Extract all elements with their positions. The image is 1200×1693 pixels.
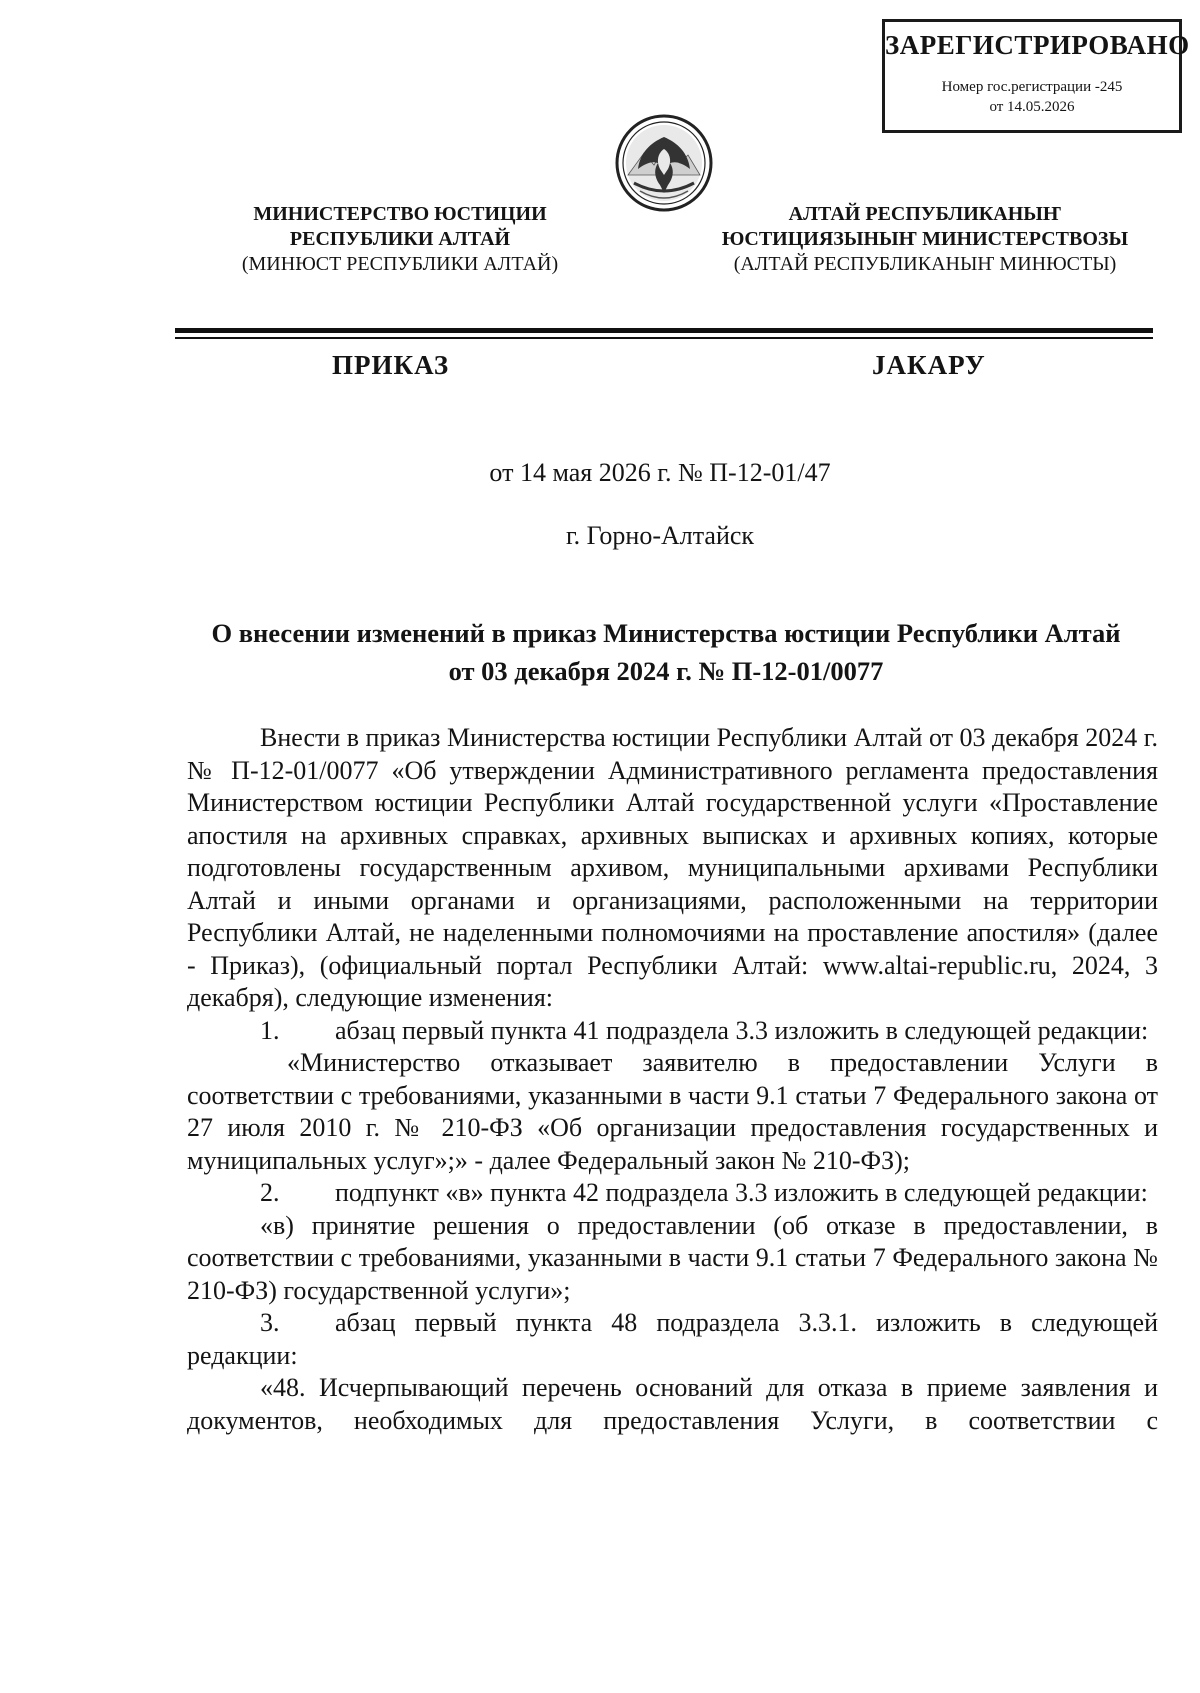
stamp-reg-number: Номер гос.регистрации -245 [941,79,1123,95]
header-divider-thin [175,337,1153,339]
order-word-russian: ПРИКАЗ [332,350,450,380]
title-line2: от 03 декабря 2024 г. № П-12-01/0077 [448,656,884,686]
list-item-2 [187,1177,1158,1210]
header-left-line1: МИНИСТЕРСТВО ЮСТИЦИИ [253,203,547,225]
header-right-line2: ЮСТИЦИЯЗЫНЫҤ МИНИСТЕРСТВОЗЫ [721,228,1129,250]
list-item-2-quote: «в) принятие решения о предоставлении (об отказе в предоставлении, в соответствии с требованиями, указанными в части 9.1 статьи 7 Федерального закона № 210-ФЗ) государственной услуги»; [187,1210,1158,1305]
ministry-header-altai [690,202,1160,277]
list-item-3-quote: «48. Исчерпывающий перечень оснований для отказа в приеме заявления и документов, необходимых для предоставления Услуги, в соответствии с [187,1373,1158,1435]
body-intro-paragraph: Внести в приказ Министерства юстиции Республики Алтай от 03 декабря 2024 г. № П-12-01/0077 «Об утверждении Административного регламента предоставления Министерством юстиции Республики Алтай государственной услуги «Проставление апостиля на архивных справках, архивных выписках и архивных копиях, которые подготовлены государственным архивом, муниципальными архивами Республики Алтай и иными органами и организациями, расположенными на территории Республики Алтай, не наделенными полномочиями на проставление апостиля» (далее - Приказ), (официальный портал Республики Алтай: www.altai-republic.ru, 2024, 3 декабря), следующие изменения: [187,723,1158,1012]
list-item-3 [187,1307,1158,1372]
order-word-altai: ЈАКАРУ [872,350,986,380]
list-item-1-text: абзац первый пункта 41 подраздела 3.3 изложить в следующей редакции: [335,1015,1149,1045]
header-divider-thick [175,328,1153,333]
list-item-2-text: подпункт «в» пункта 42 подраздела 3.3 изложить в следующей редакции: [335,1178,1148,1207]
list-item-2-number: 2. [260,1178,280,1207]
stamp-title: ЗАРЕГИСТРИРОВАНО [885,30,1190,60]
list-item-3-text: абзац первый пункта 48 подраздела 3.3.1. изложить в следующей редакции: [187,1308,1158,1370]
registration-stamp [882,19,1190,133]
document-body [187,722,1158,1437]
order-date-number: от 14 мая 2026 г. № П-12-01/47 [489,458,831,487]
list-item-3-number: 3. [260,1308,280,1337]
list-item-1-quote: «Министерство отказывает заявителю в предоставлении Услуги в соответствии с требованиями, указанными в части 9.1 статьи 7 Федерального закона от 27 июля 2010 г. № 210-ФЗ «Об организации предоставления государственных и муниципальных услуг»;» - далее Федеральный закон № 210-ФЗ); [187,1048,1158,1175]
list-item-1 [187,1015,1158,1048]
list-item-1-number: 1. [260,1015,280,1045]
title-line1: О внесении изменений в приказ Министерства юстиции Республики Алтай [211,618,1121,648]
document-title [175,614,1157,690]
ministry-header-russian [200,202,600,277]
coat-of-arms-emblem-icon [614,113,714,213]
stamp-reg-date: от 14.05.2026 [989,99,1075,115]
order-city: г. Горно-Алтайск [565,521,755,550]
header-left-line2: РЕСПУБЛИКИ АЛТАЙ [289,228,511,250]
header-right-line3: (АЛТАЙ РЕСПУБЛИКАНЫҤ МИНЮСТЫ) [733,253,1117,275]
header-left-line3: (МИНЮСТ РЕСПУБЛИКИ АЛТАЙ) [241,253,559,275]
header-right-line1: АЛТАЙ РЕСПУБЛИКАНЫҤ [788,203,1062,225]
